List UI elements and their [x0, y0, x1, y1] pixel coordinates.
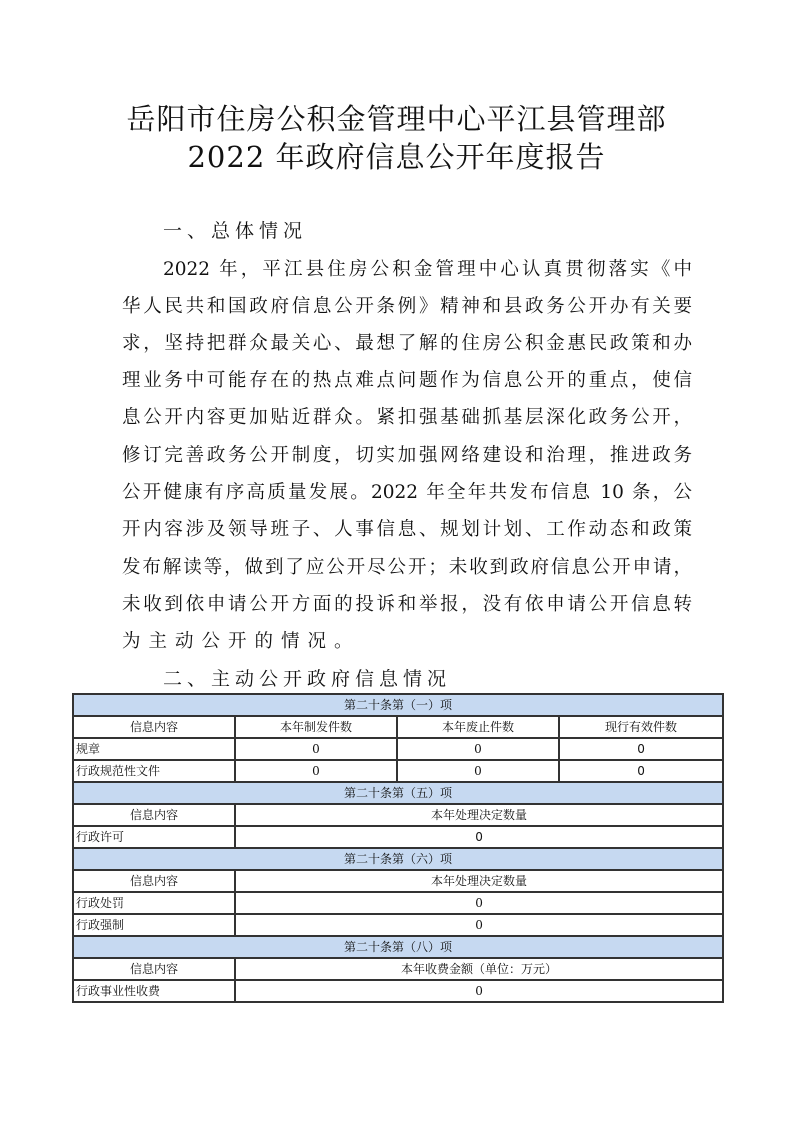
- row-label: 规章: [73, 738, 235, 760]
- paragraph-line: 开内容涉及领导班子、人事信息、规划计划、工作动态和政策: [122, 519, 692, 540]
- cell-value: 0: [235, 892, 723, 914]
- section-1-heading: 一、总体情况: [163, 220, 308, 242]
- column-header-decisions: 本年处理决定数量: [235, 804, 723, 826]
- column-header-content: 信息内容: [73, 958, 235, 980]
- row-label: 行政事业性收费: [73, 980, 235, 1002]
- paragraph-line: 修订完善政务公开制度，切实加强网络建设和治理，推进政务: [122, 445, 692, 466]
- row-label: 行政规范性文件: [73, 760, 235, 782]
- table-row: [73, 738, 723, 760]
- column-header-abolished: 本年废止件数: [397, 716, 559, 738]
- table-row: [73, 914, 723, 936]
- header-row: [73, 870, 723, 892]
- cell-issued: 0: [235, 760, 397, 782]
- paragraph-line: 求，坚持把群众最关心、最想了解的住房公积金惠民政策和办: [122, 333, 692, 354]
- cell-valid: 0: [559, 760, 723, 782]
- section-title: 第二十条第（六）项: [73, 848, 723, 870]
- section-row-article-20-8: [73, 936, 723, 958]
- paragraph-line: 2022 年，平江县住房公积金管理中心认真贯彻落实《中: [163, 259, 692, 280]
- column-header-content: 信息内容: [73, 870, 235, 892]
- section-2-heading: 二、主动公开政府信息情况: [163, 668, 452, 690]
- paragraph-line: 理业务中可能存在的热点难点问题作为信息公开的重点，使信: [122, 370, 692, 391]
- paragraph-line: 息公开内容更加贴近群众。紧扣强基础抓基层深化政务公开，: [122, 407, 692, 428]
- table-row: [73, 980, 723, 1002]
- header-row: [73, 716, 723, 738]
- header-row: [73, 958, 723, 980]
- column-header-content: 信息内容: [73, 716, 235, 738]
- cell-value: 0: [235, 826, 723, 848]
- report-title-line-2: 2022 年政府信息公开年度报告: [187, 140, 606, 174]
- column-header-valid: 现行有效件数: [559, 716, 723, 738]
- cell-value: 0: [235, 914, 723, 936]
- column-header-decisions: 本年处理决定数量: [235, 870, 723, 892]
- column-header-content: 信息内容: [73, 804, 235, 826]
- section-row-article-20-1: [73, 694, 723, 716]
- column-header-fee-amount: 本年收费金额（单位：万元）: [235, 958, 723, 980]
- row-label: 行政处罚: [73, 892, 235, 914]
- cell-issued: 0: [235, 738, 397, 760]
- paragraph-line: 发布解读等，做到了应公开尽公开；未收到政府信息公开申请，: [122, 557, 692, 578]
- cell-valid: 0: [559, 738, 723, 760]
- cell-abolished: 0: [397, 760, 559, 782]
- disclosure-table: [72, 693, 724, 1003]
- section-title: 第二十条第（一）项: [73, 694, 723, 716]
- table-row: [73, 760, 723, 782]
- section-title: 第二十条第（五）项: [73, 782, 723, 804]
- paragraph-line: 华人民共和国政府信息公开条例》精神和县政务公开办有关要: [122, 296, 692, 317]
- column-header-issued: 本年制发件数: [235, 716, 397, 738]
- table-row: [73, 826, 723, 848]
- paragraph-line: 未收到依申请公开方面的投诉和举报，没有依申请公开信息转: [122, 594, 692, 615]
- section-row-article-20-5: [73, 782, 723, 804]
- paragraph-line: 公开健康有序高质量发展。2022 年全年共发布信息 10 条，公: [122, 482, 692, 503]
- cell-abolished: 0: [397, 738, 559, 760]
- section-title: 第二十条第（八）项: [73, 936, 723, 958]
- row-label: 行政强制: [73, 914, 235, 936]
- cell-value: 0: [235, 980, 723, 1002]
- section-row-article-20-6: [73, 848, 723, 870]
- table-row: [73, 892, 723, 914]
- paragraph-line: 为主动公开的情况。: [122, 631, 361, 652]
- report-title-line-1: 岳阳市住房公积金管理中心平江县管理部: [126, 102, 667, 136]
- row-label: 行政许可: [73, 826, 235, 848]
- header-row: [73, 804, 723, 826]
